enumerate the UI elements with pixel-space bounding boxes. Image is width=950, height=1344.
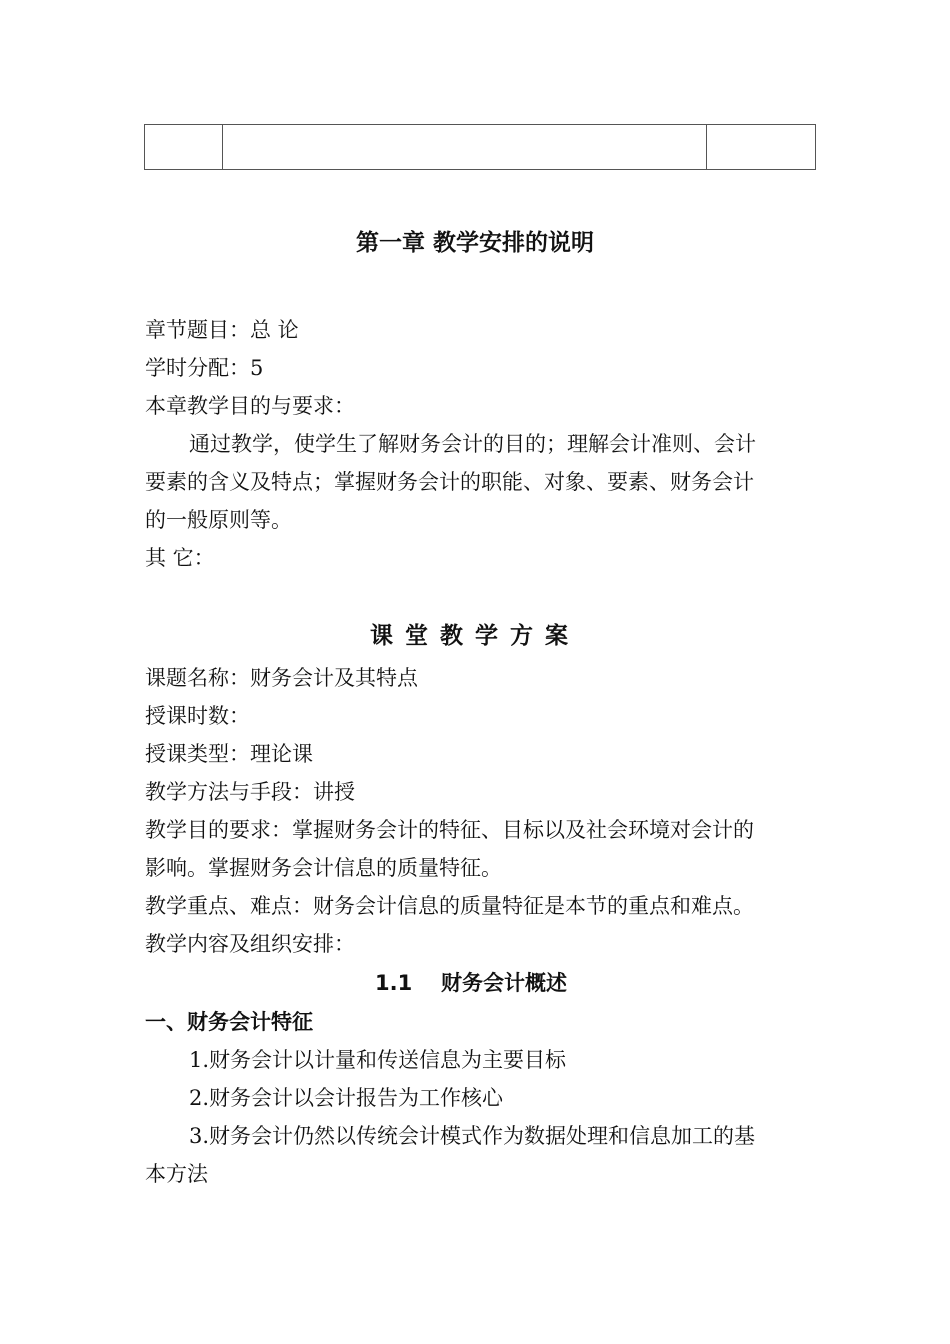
plan-requirement: 教学目的要求：掌握财务会计的特征、目标以及社会环境对会计的 (145, 818, 754, 842)
chapter-title: 第一章 教学安排的说明 (355, 230, 594, 256)
chapter-other: 其 它： (145, 546, 215, 570)
plan-lesson-type: 授课类型：理论课 (145, 742, 313, 766)
header-cell-right (707, 125, 816, 170)
chapter-goals-line: 通过教学，使学生了解财务会计的目的；理解会计准则、会计 (189, 432, 756, 456)
header-cell-middle (223, 125, 707, 170)
section-number: 1.1 (375, 971, 413, 995)
header-table (144, 124, 816, 170)
section-item: 1.财务会计以计量和传送信息为主要目标 (189, 1048, 567, 1072)
section-item: 2.财务会计以会计报告为工作核心 (189, 1086, 504, 1110)
plan-key-points: 教学重点、难点：财务会计信息的质量特征是本节的重点和难点。 (145, 894, 754, 918)
section-item-continued: 本方法 (145, 1162, 208, 1186)
plan-title: 课堂教学方案 (370, 623, 580, 649)
section-item: 3.财务会计仍然以传统会计模式作为数据处理和信息加工的基 (189, 1124, 756, 1148)
chapter-goals-line: 的一般原则等。 (145, 508, 292, 532)
chapter-goals-label: 本章教学目的与要求： (145, 394, 355, 418)
plan-lesson-name: 课题名称：财务会计及其特点 (145, 666, 418, 690)
section-heading: 一、财务会计特征 (145, 1010, 313, 1034)
chapter-hours: 学时分配：5 (145, 356, 264, 380)
section-title: 财务会计概述 (441, 971, 567, 995)
plan-content-label: 教学内容及组织安排： (145, 932, 355, 956)
chapter-goals-line: 要素的含义及特点；掌握财务会计的职能、对象、要素、财务会计 (145, 470, 754, 494)
header-cell-left (145, 125, 223, 170)
plan-requirement: 影响。掌握财务会计信息的质量特征。 (145, 856, 502, 880)
plan-lesson-hours: 授课时数： (145, 704, 250, 728)
plan-method: 教学方法与手段：讲授 (145, 780, 355, 804)
chapter-topic: 章节题目：总 论 (145, 318, 299, 342)
